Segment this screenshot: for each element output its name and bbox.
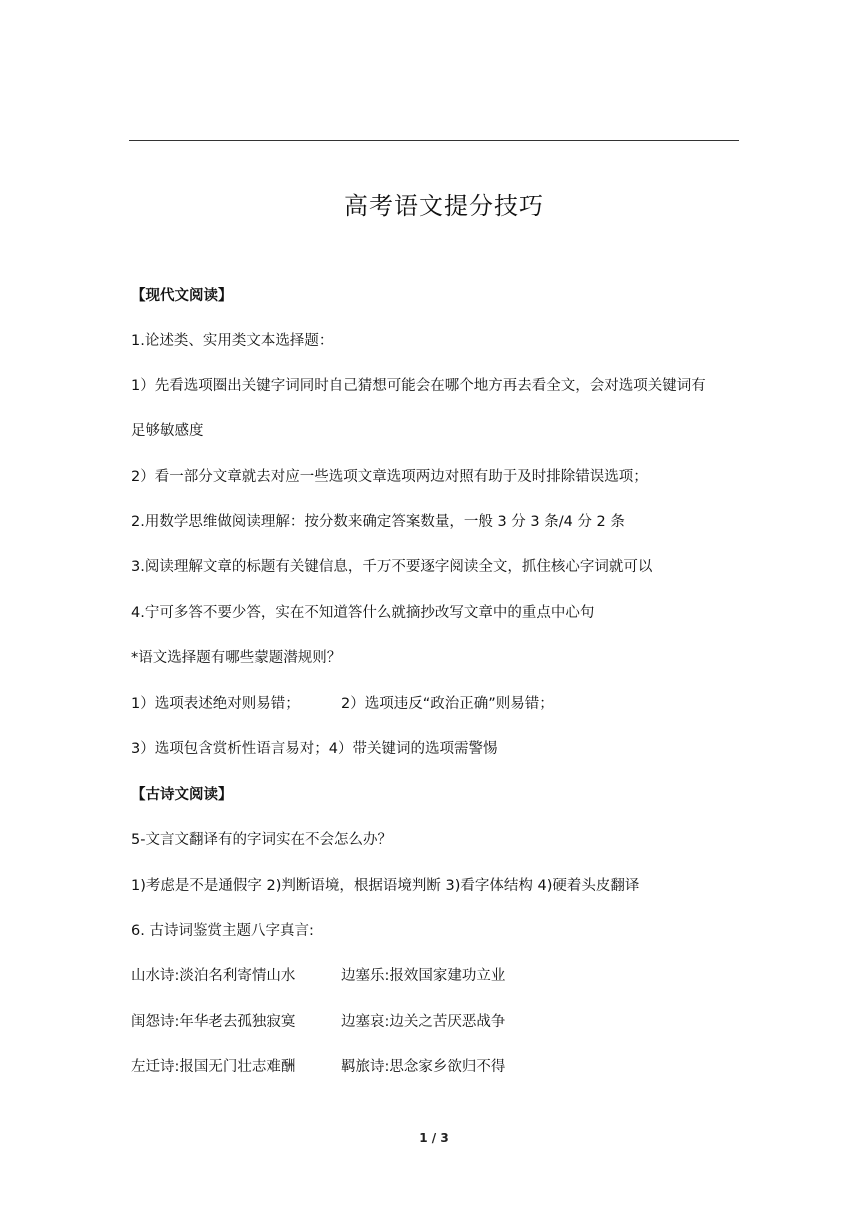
text-line: 3.阅读理解文章的标题有关键信息，千万不要逐字阅读全文，抓住核心字词就可以 [131,559,653,575]
text-line [131,694,300,714]
tip-item: 1）选项表述绝对则易错； [131,696,300,712]
text-line: 2）看一部分文章就去对应一些选项文章选项两边对照有助于及时排除错误选项； [131,469,648,485]
text-line: 4.宁可多答不要少答，实在不知道答什么就摘抄改写文章中的重点中心句 [131,605,595,621]
poetry-right: 羁旅诗:思念家乡欲归不得 [341,1059,506,1075]
poetry-left: 左迁诗:报国无门壮志难酬 [131,1059,296,1075]
document-title: 高考语文提分技巧 [344,192,544,220]
text-line: *语文选择题有哪些蒙题潜规则？ [131,650,342,666]
header-rule [129,140,739,141]
poetry-right: 边塞哀:边关之苦厌恶战争 [341,1014,506,1030]
text-line: 1)考虑是不是通假字 2)判断语境，根据语境判断 3)看字体结构 4)硬着头皮翻译 [131,878,640,894]
text-line: 足够敏感度 [131,423,204,439]
poetry-left: 闺怨诗:年华老去孤独寂寞 [131,1014,296,1030]
text-line [341,694,554,714]
text-line: 6. 古诗词鉴赏主题八字真言: [131,923,314,939]
text-line: 3）选项包含赏析性语言易对；4）带关键词的选项需警惕 [131,741,498,757]
text-line: 1.论述类、实用类文本选择题： [131,333,334,349]
poetry-left: 山水诗:淡泊名利寄情山水 [131,968,296,984]
text-line: 2.用数学思维做阅读理解：按分数来确定答案数量，一般 3 分 3 条/4 分 2 条 [131,514,625,530]
text-line: 1）先看选项圈出关键字词同时自己猜想可能会在哪个地方再去看全文，会对选项关键词有 [131,378,706,394]
poetry-right: 边塞乐:报效国家建功立业 [341,968,506,984]
section-heading-ancient: 【古诗文阅读】 [131,787,233,803]
tip-item: 2）选项违反“政治正确”则易错； [341,696,554,712]
page-indicator: 1 / 3 [419,1131,449,1145]
text-line: 5-文言文翻译有的字词实在不会怎么办？ [131,832,392,848]
section-heading-modern: 【现代文阅读】 [131,288,233,304]
